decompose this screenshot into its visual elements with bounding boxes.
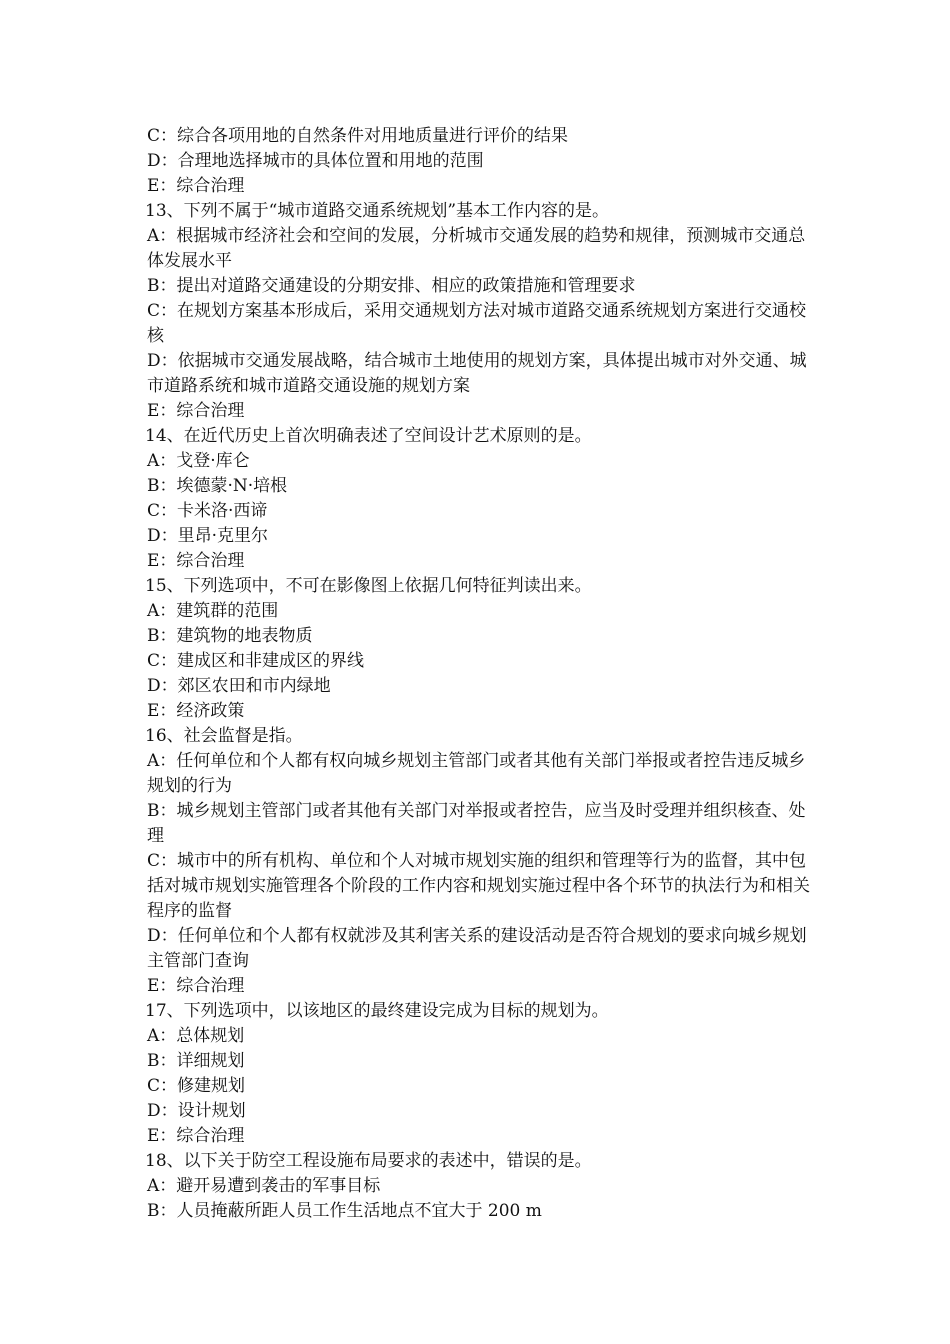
option-e: E：综合治理: [147, 551, 245, 571]
option-a: A：任何单位和个人都有权向城乡规划主管部门或者其他有关部门举报或者控告违反城乡规划的行为: [147, 751, 806, 796]
option-b: B：建筑物的地表物质: [147, 626, 313, 646]
option-e: E：经济政策: [147, 701, 245, 721]
option-c: C：在规划方案基本形成后，采用交通规划方法对城市道路交通系统规划方案进行交通校核: [147, 301, 807, 346]
option-b: B：城乡规划主管部门或者其他有关部门对举报或者控告，应当及时受理并组织核查、处理: [147, 801, 806, 846]
question-16: 16、社会监督是指。: [145, 726, 303, 746]
option-b: B：详细规划: [147, 1051, 245, 1071]
option-d: D：任何单位和个人都有权就涉及其利害关系的建设活动是否符合规划的要求向城乡规划主管部门查询: [147, 926, 807, 971]
document-body: [145, 124, 810, 1224]
question-17: 17、下列选项中，以该地区的最终建设完成为目标的规划为。: [145, 1001, 609, 1021]
option-d: D：合理地选择城市的具体位置和用地的范围: [147, 151, 484, 171]
question-18: 18、以下关于防空工程设施布局要求的表述中，错误的是。: [145, 1151, 592, 1171]
option-c: C：卡米洛·西谛: [147, 501, 268, 521]
option-e: E：综合治理: [147, 976, 245, 996]
option-b: B：埃德蒙·N·培根: [147, 476, 288, 496]
option-a: A：建筑群的范围: [147, 601, 279, 621]
question-13: 13、下列不属于“城市道路交通系统规划”基本工作内容的是。: [145, 201, 610, 221]
option-d: D：设计规划: [147, 1101, 246, 1121]
question-15: 15、下列选项中，不可在影像图上依据几何特征判读出来。: [145, 576, 592, 596]
option-e: E：综合治理: [147, 401, 245, 421]
option-d: D：里昂·克里尔: [147, 526, 269, 546]
option-c: C：综合各项用地的自然条件对用地质量进行评价的结果: [147, 126, 569, 146]
option-e: E：综合治理: [147, 1126, 245, 1146]
option-d: D：郊区农田和市内绿地: [147, 676, 331, 696]
option-c: C：建成区和非建成区的界线: [147, 651, 365, 671]
option-a: A：总体规划: [147, 1026, 245, 1046]
question-14: 14、在近代历史上首次明确表述了空间设计艺术原则的是。: [145, 426, 592, 446]
option-b: B：提出对道路交通建设的分期安排、相应的政策措施和管理要求: [147, 276, 636, 296]
option-c: C：城市中的所有机构、单位和个人对城市规划实施的组织和管理等行为的监督，其中包括对城市规划实施管理各个阶段的工作内容和规划实施过程中各个环节的执法行为和相关程序的监督: [147, 851, 810, 921]
option-e: E：综合治理: [147, 176, 245, 196]
option-a: A：根据城市经济社会和空间的发展，分析城市交通发展的趋势和规律，预测城市交通总体发展水平: [147, 226, 806, 271]
option-c: C：修建规划: [147, 1076, 246, 1096]
option-a: A：戈登·库仑: [147, 451, 250, 471]
option-d: D：依据城市交通发展战略，结合城市土地使用的规划方案，具体提出城市对外交通、城市道路系统和城市道路交通设施的规划方案: [147, 351, 807, 396]
option-b: B：人员掩蔽所距人员工作生活地点不宜大于 200 m: [147, 1201, 542, 1221]
option-a: A：避开易遭到袭击的军事目标: [147, 1176, 381, 1196]
